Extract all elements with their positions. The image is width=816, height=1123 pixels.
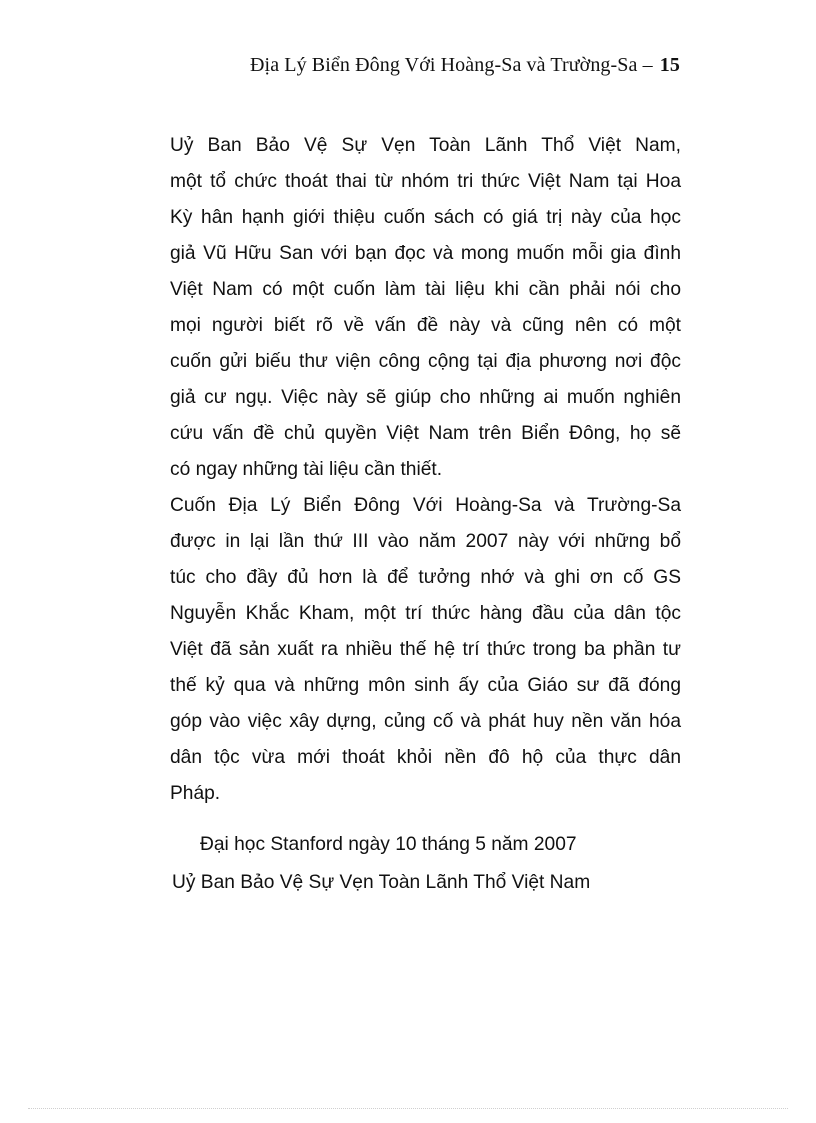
text-line: mọi người biết rõ về vấn đề này và cũng nên có một <box>170 315 681 336</box>
text-line: giả Vũ Hữu San với bạn đọc và mong muốn mỗi gia đình <box>170 243 681 264</box>
header-title: Địa Lý Biển Đông Với Hoàng-Sa và Trường-Sa – <box>250 54 653 76</box>
page-number: 15 <box>659 54 680 76</box>
text-line: được in lại lần thứ III vào năm 2007 này với những bổ <box>170 531 681 552</box>
text-line: một tổ chức thoát thai từ nhóm tri thức Việt Nam tại Hoa <box>170 171 681 192</box>
text-line: Kỳ hân hạnh giới thiệu cuốn sách có giá trị này của học <box>170 207 681 228</box>
text-line: Việt Nam có một cuốn làm tài liệu khi cần phải nói cho <box>170 279 681 300</box>
paragraph-2 <box>138 488 681 812</box>
text-line: Pháp. <box>170 783 221 804</box>
signature-date: Đại học Stanford ngày 10 tháng 5 năm 2007 <box>200 834 577 855</box>
page-bottom-divider <box>28 1108 788 1109</box>
text-line: góp vào việc xây dựng, củng cố và phát huy nền văn hóa <box>170 711 681 732</box>
paragraph-1 <box>138 128 681 488</box>
body-text <box>138 128 681 812</box>
text-line: Nguyễn Khắc Kham, một trí thức hàng đầu của dân tộc <box>170 603 681 624</box>
text-line: Uỷ Ban Bảo Vệ Sự Vẹn Toàn Lãnh Thổ Việt Nam, <box>170 135 681 156</box>
text-line: cuốn gửi biếu thư viện công cộng tại địa phương nơi độc <box>170 351 681 372</box>
text-line: cứu vấn đề chủ quyền Việt Nam trên Biển Đông, họ sẽ <box>170 423 681 444</box>
text-line: giả cư ngụ. Việc này sẽ giúp cho những ai muốn nghiên <box>170 387 681 408</box>
text-line: thế kỷ qua và những môn sinh ấy của Giáo sư đã đóng <box>170 675 681 696</box>
text-line: dân tộc vừa mới thoát khỏi nền đô hộ của thực dân <box>170 747 681 768</box>
text-line: Việt đã sản xuất ra nhiều thế hệ trí thức trong ba phần tư <box>170 639 681 660</box>
signature-organization: Uỷ Ban Bảo Vệ Sự Vẹn Toàn Lãnh Thổ Việt Nam <box>172 872 591 893</box>
text-line: Cuốn Địa Lý Biển Đông Với Hoàng-Sa và Trường-Sa <box>170 495 681 516</box>
running-header <box>250 54 680 77</box>
text-line: có ngay những tài liệu cần thiết. <box>170 459 443 480</box>
signature-block <box>138 826 681 902</box>
text-line: túc cho đầy đủ hơn là để tưởng nhớ và ghi ơn cố GS <box>170 567 681 588</box>
